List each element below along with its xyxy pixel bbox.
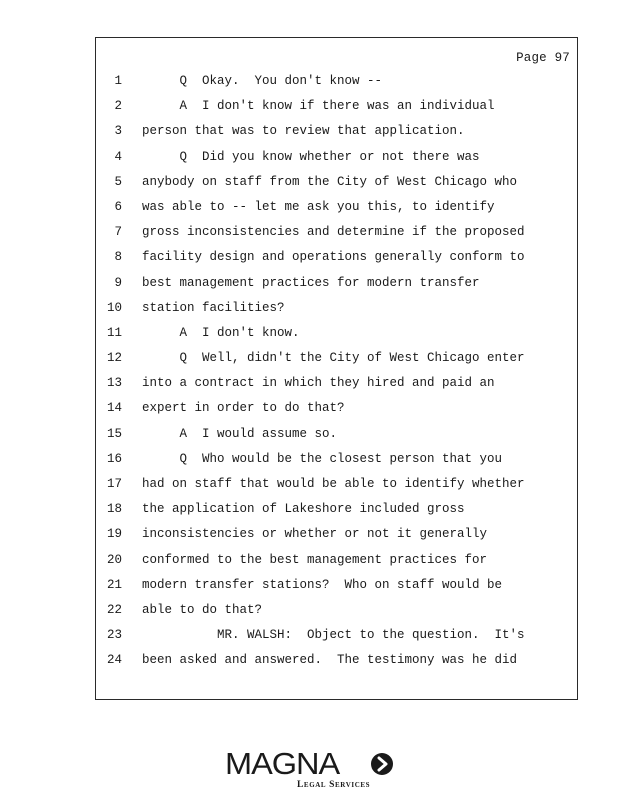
line-text: inconsistencies or whether or not it generally [142, 527, 488, 542]
transcript-line [96, 527, 577, 552]
line-text: conformed to the best management practices for [142, 552, 488, 567]
transcript-line [96, 74, 577, 99]
transcript-line [96, 653, 577, 678]
line-text: person that was to review that application. [142, 124, 465, 139]
line-text: A I don't know if there was an individual [142, 99, 495, 114]
transcript-lines [96, 74, 577, 679]
line-number: 11 [106, 325, 122, 340]
line-text: the application of Lakeshore included gross [142, 502, 465, 517]
line-number: 2 [114, 99, 122, 114]
line-number: 16 [106, 451, 122, 466]
transcript-line [96, 376, 577, 401]
line-text: Q Did you know whether or not there was [142, 149, 480, 164]
line-text: facility design and operations generally conform to [142, 250, 525, 265]
line-number: 4 [114, 149, 122, 164]
transcript-line [96, 427, 577, 452]
transcript-line [96, 628, 577, 653]
transcript-line [96, 175, 577, 200]
transcript-line [96, 401, 577, 426]
line-number: 13 [106, 376, 122, 391]
line-text: had on staff that would be able to identify whether [142, 477, 525, 491]
line-number: 1 [114, 74, 122, 88]
transcript-line [96, 225, 577, 250]
line-text: best management practices for modern transfer [142, 275, 480, 290]
line-text: into a contract in which they hired and paid an [142, 376, 495, 391]
line-text: Q Who would be the closest person that you [142, 451, 503, 466]
line-number: 6 [114, 199, 122, 214]
line-number: 24 [106, 653, 122, 668]
line-text: A I don't know. [142, 325, 300, 340]
line-number: 15 [106, 426, 122, 441]
arrow-circle-icon [371, 753, 393, 775]
line-number: 8 [114, 250, 122, 265]
line-number: 14 [106, 401, 122, 416]
transcript-line [96, 99, 577, 124]
transcript-line [96, 452, 577, 477]
line-text: anybody on staff from the City of West Chicago who [142, 174, 518, 189]
line-number: 20 [106, 552, 122, 567]
line-text: modern transfer stations? Who on staff would be [142, 577, 503, 592]
transcript-page [95, 37, 578, 700]
line-text: was able to -- let me ask you this, to identify [142, 199, 495, 214]
line-number: 3 [114, 124, 122, 139]
line-number: 7 [114, 225, 122, 240]
line-text: gross inconsistencies and determine if the proposed [142, 225, 525, 240]
transcript-line [96, 603, 577, 628]
line-number: 19 [106, 527, 122, 542]
transcript-line [96, 477, 577, 502]
line-text: Q Okay. You don't know -- [142, 74, 383, 88]
line-text: expert in order to do that? [142, 401, 345, 416]
line-text: been asked and answered. The testimony was he did [142, 653, 518, 668]
transcript-line [96, 150, 577, 175]
transcript-line [96, 250, 577, 275]
line-number: 12 [106, 351, 122, 366]
line-number: 17 [106, 477, 122, 491]
transcript-line [96, 351, 577, 376]
magna-logo [225, 748, 395, 794]
line-number: 10 [106, 300, 122, 315]
line-number: 9 [114, 275, 122, 290]
line-text: Q Well, didn't the City of West Chicago enter [142, 351, 525, 366]
line-text: station facilities? [142, 300, 285, 315]
line-text: A I would assume so. [142, 426, 338, 441]
line-text: MR. WALSH: Object to the question. It's [142, 628, 525, 643]
transcript-line [96, 301, 577, 326]
logo-subtitle: Legal Services [297, 780, 371, 790]
transcript-line [96, 276, 577, 301]
line-number: 18 [106, 502, 122, 517]
transcript-line [96, 200, 577, 225]
line-number: 23 [106, 628, 122, 643]
line-number: 21 [106, 577, 122, 592]
transcript-line [96, 326, 577, 351]
line-text: able to do that? [142, 602, 263, 617]
transcript-line [96, 502, 577, 527]
page-number: Page 97 [516, 51, 570, 65]
transcript-line [96, 578, 577, 603]
line-number: 22 [106, 602, 122, 617]
transcript-line [96, 124, 577, 149]
logo-wordmark: MAGNA [225, 746, 340, 781]
transcript-line [96, 553, 577, 578]
line-number: 5 [114, 174, 122, 189]
